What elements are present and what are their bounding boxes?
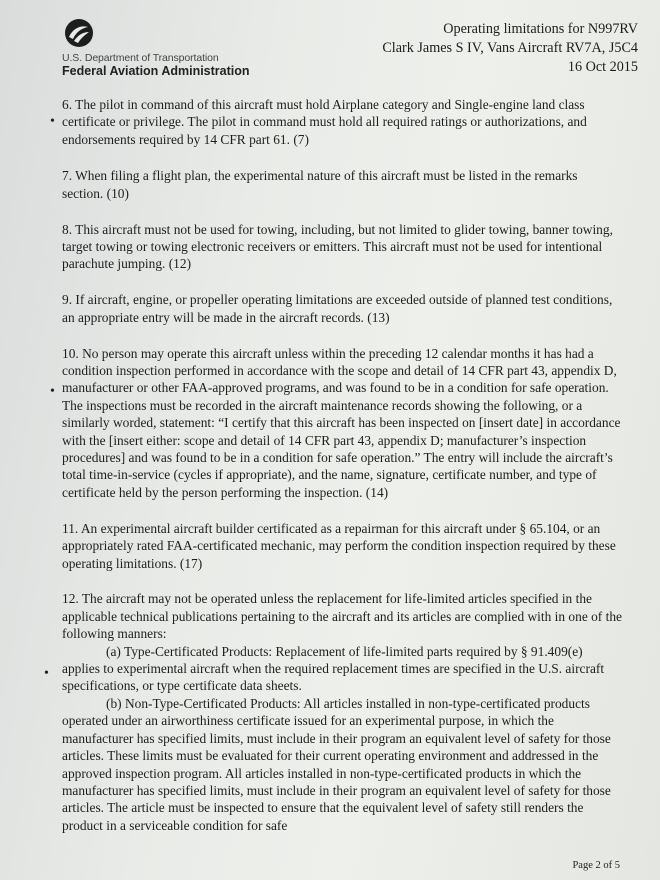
limitation-paragraph: 6. The pilot in command of this aircraft must hold Airplane category and Single-engine land class certificate or privilege. The pilot in command must hold all required ratings or authorizations, and endorsements required by 14 CFR part 61. (7)	[62, 97, 587, 147]
dot-logo-icon	[64, 18, 94, 48]
limitations-body	[62, 96, 622, 834]
header-owner-aircraft: Clark James S IV, Vans Aircraft RV7A, J5C4	[382, 40, 638, 56]
header-title: Operating limitations for N997RV	[443, 21, 638, 37]
margin-mark: •	[50, 384, 55, 399]
limitation-paragraph-12	[62, 590, 622, 834]
header-date: 16 Oct 2015	[567, 59, 638, 75]
limitation-paragraph: 8. This aircraft must not be used for towing, including, but not limited to glider towing, banner towing, target towing or towing electronic receivers or emitters. This aircraft must not be used for intentional parachute jumping. (12)	[62, 221, 613, 272]
para12-intro: 12. The aircraft may not be operated unless the replacement for life-limited articles specified in the applicable technical publications pertaining to the aircraft and its articles are complied with in one of the following manners:	[62, 591, 622, 642]
limitation-paragraph: 9. If aircraft, engine, or propeller operating limitations are exceeded outside of planned test conditions, an appropriate entry will be made in the aircraft records. (13)	[62, 292, 613, 325]
margin-mark: •	[44, 666, 49, 681]
margin-mark: •	[50, 114, 55, 129]
document-header	[382, 20, 638, 77]
agency-name: Federal Aviation Administration	[62, 64, 250, 78]
limitation-paragraph: 10. No person may operate this aircraft unless within the preceding 12 calendar months it has had a condition inspection performed in accordance with the scope and detail of 14 CFR part 43, appendix D, manufacturer or other FAA-approved programs, and was found to be in a condition for safe operation. The inspections must be recorded in the aircraft maintenance records showing the following, or a similarly worded, statement: “I certify that this aircraft has been inspected on [insert date] in accordance with the [insert either: scope and detail of 14 CFR part 43, appendix D; manufacturer’s inspection procedures] and was found to be in a condition for safe operation.” The entry will include the aircraft’s total time-in-service (cycles if appropriate), and the name, signature, certificate number, and type of certificate held by the person performing the inspection. (14)	[62, 345, 621, 500]
limitation-paragraph: 7. When filing a flight plan, the experimental nature of this aircraft must be listed in the remarks section. (10)	[62, 168, 578, 201]
para12-item-a: (a) Type-Certificated Products: Replacement of life-limited parts required by § 91.409(e) applies to experimental aircraft when the required replacement times are specified in the U.S. aircraft specifications, or type certificate data sheets.	[62, 643, 605, 694]
agency-department: U.S. Department of Transportation	[62, 52, 219, 64]
limitation-paragraph: 11. An experimental aircraft builder certificated as a repairman for this aircraft under § 65.104, or an appropriately rated FAA-certificated mechanic, may perform the condition inspection required by these operating limitations. (17)	[62, 520, 616, 571]
para12-item-b: (b) Non-Type-Certificated Products: All articles installed in non-type-certificated products operated under an airworthiness certificate issued for an experimental purpose, in which the manufacturer has specified limits, must include in their program an equivalent level of safety for those articles. These limits must be evaluated for their current operating environment and addressed in the approved inspection program. All articles installed in non-type-certificated products in which the manufacturer has specified limits, must include in their program an equivalent level of safety for those articles. The article must be inspected to ensure that the equivalent level of safety still renders the product in a serviceable condition for safe	[62, 695, 611, 833]
page-number: Page 2 of 5	[572, 860, 620, 871]
